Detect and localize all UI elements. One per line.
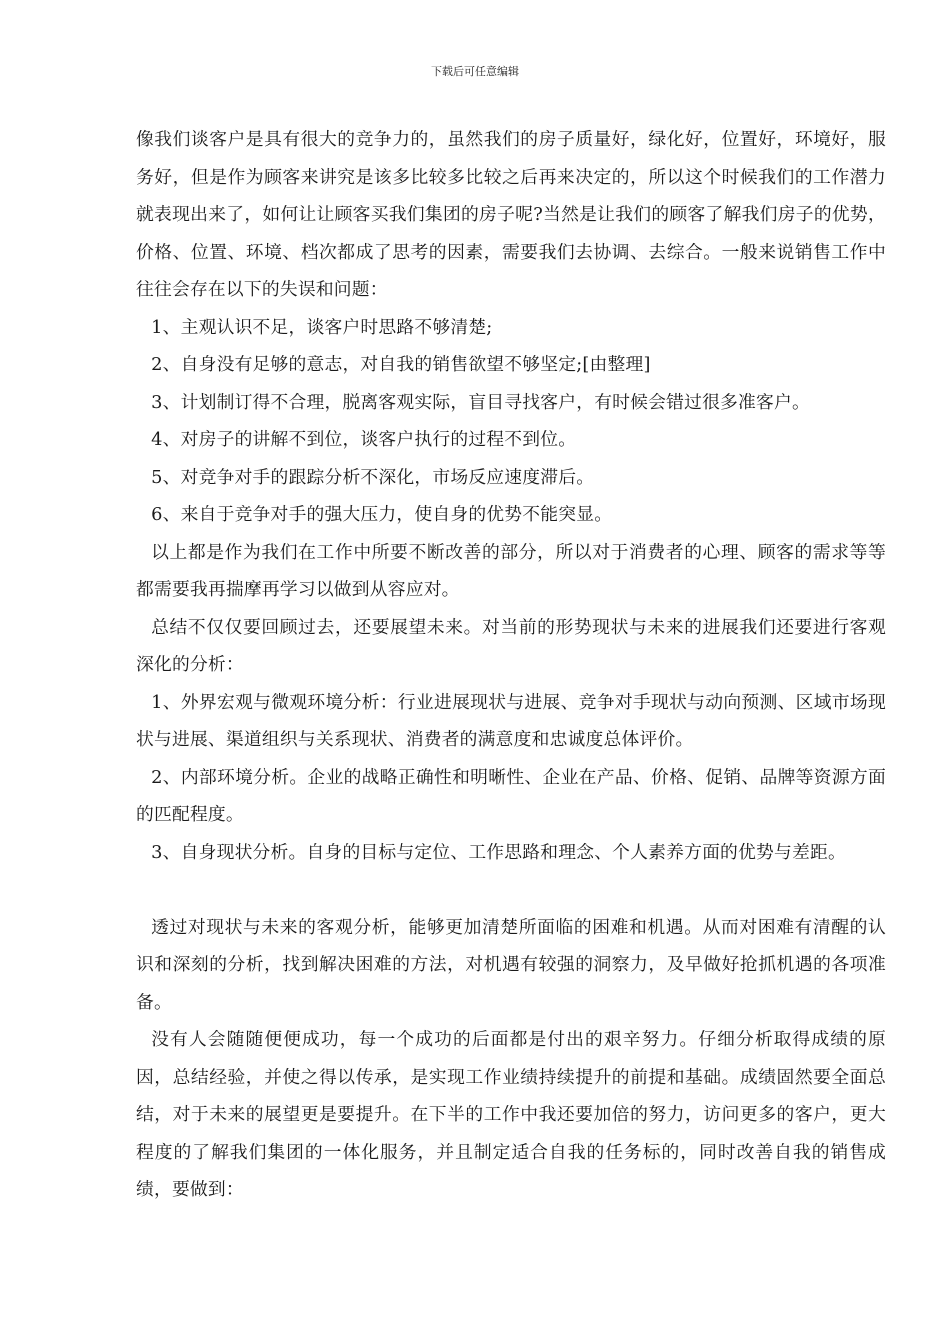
page-header: 下载后可任意编辑	[431, 65, 519, 78]
paragraph: 没有人会随随便便成功，每一个成功的后面都是付出的艰辛努力。仔细分析取得成绩的原因，总结经验，并使之得以传承，是实现工作业绩持续提升的前提和基础。成绩固然要全面总结，对于未来的展望更是要提升。在下半的工作中我还要加倍的努力，访问更多的客户，更大程度的了解我们集团的一体化服务，并且制定适合自我的任务标的，同时改善自我的销售成绩，要做到：	[136, 1029, 886, 1200]
list-item: 3、计划制订得不合理，脱离客观实际，盲目寻找客户，有时候会错过很多准客户。	[151, 391, 810, 413]
list-item: 2、自身没有足够的意志，对自我的销售欲望不够坚定;[由整理]	[151, 354, 651, 375]
blank-line	[136, 871, 886, 909]
list-item: 2、内部环境分析。企业的战略正确性和明晰性、企业在产品、价格、促销、品牌等资源方面的匹配程度。	[136, 766, 886, 825]
list-item: 3、自身现状分析。自身的目标与定位、工作思路和理念、个人素养方面的优势与差距。	[151, 841, 846, 863]
paragraph: 以上都是作为我们在工作中所要不断改善的部分，所以对于消费者的心理、顾客的需求等等都需要我再揣摩再学习以做到从容应对。	[136, 541, 886, 600]
paragraph: 透过对现状与未来的客观分析，能够更加清楚所面临的困难和机遇。从而对困难有清醒的认识和深刻的分析，找到解决困难的方法，对机遇有较强的洞察力，及早做好抢抓机遇的各项准备。	[136, 916, 886, 1013]
list-item: 6、来自于竞争对手的强大压力，使自身的优势不能突显。	[151, 504, 613, 525]
document-body	[136, 121, 886, 1209]
list-item: 1、外界宏观与微观环境分析：行业进展现状与进展、竞争对手现状与动向预测、区域市场现状与进展、渠道组织与关系现状、消费者的满意度和忠诚度总体评价。	[136, 691, 886, 750]
paragraph: 总结不仅仅要回顾过去，还要展望未来。对当前的形势现状与未来的进展我们还要进行客观深化的分析：	[136, 616, 886, 675]
list-item: 4、对房子的讲解不到位，谈客户执行的过程不到位。	[151, 429, 577, 450]
paragraph-intro: 像我们谈客户是具有很大的竞争力的，虽然我们的房子质量好，绿化好，位置好，环境好，服务好，但是作为顾客来讲究是该多比较多比较之后再来决定的，所以这个时候我们的工作潜力就表现出来了，如何让让顾客买我们集团的房子呢?当然是让我们的顾客了解我们房子的优势，价格、位置、环境、档次都成了思考的因素，需要我们去协调、去综合。一般来说销售工作中往往会存在以下的失误和问题：	[136, 129, 886, 300]
list-item: 1、主观认识不足，谈客户时思路不够清楚;	[151, 316, 493, 338]
list-item: 5、对竞争对手的跟踪分析不深化，市场反应速度滞后。	[151, 466, 595, 488]
